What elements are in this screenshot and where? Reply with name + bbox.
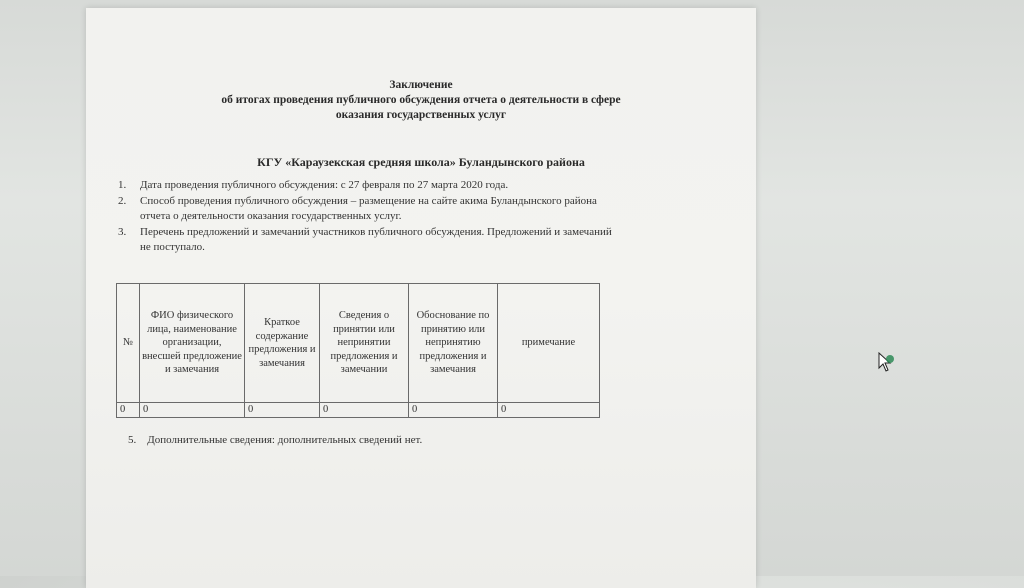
table-header-cell: Краткое содержание предложения и замечания: [245, 284, 320, 403]
table-header-cell: ФИО физического лица, наименование организации, внесшей предложение и замечания: [140, 284, 245, 403]
table-cell: 0: [320, 403, 409, 418]
table-header-cell: Сведения о принятии или непринятии предложения и замечании: [320, 284, 409, 403]
table-cell: 0: [498, 403, 600, 418]
table-header-row: [117, 284, 600, 403]
item5-number: 5.: [128, 434, 137, 446]
table-header-cell: №: [117, 284, 140, 403]
document-subtitle-line2: оказания государственных услуг: [335, 109, 507, 121]
item5-text: Дополнительные сведения: дополнительных сведений нет.: [147, 434, 423, 446]
organization-name: КГУ «Караузекская средняя школа» Буландынского района: [257, 155, 585, 169]
list-item: 3. Перечень предложений и замечаний участников публичного обсуждения. Предложений и замечаний не поступало.: [118, 225, 612, 253]
table-cell: 0: [409, 403, 498, 418]
proposals-table: [116, 283, 600, 418]
additional-info: [128, 434, 422, 446]
table-row: [117, 403, 600, 418]
list-item-text: Способ проведения публичного обсуждения – размещение на сайте акима Буландынского района отчета о деятельности оказания государственных услуг.: [140, 194, 597, 222]
table-header-cell: Обоснование по принятию или непринятию предложения и замечания: [409, 284, 498, 403]
numbered-list: [118, 178, 618, 256]
document-subtitle-line1: об итогах проведения публичного обсуждения отчета о деятельности в сфере: [221, 94, 621, 106]
table-header-cell: примечание: [498, 284, 600, 403]
table-cell: 0: [245, 403, 320, 418]
list-item: 1. Дата проведения публичного обсуждения: с 27 февраля по 27 марта 2020 года.: [118, 179, 509, 191]
document-title: Заключение: [389, 79, 453, 91]
mouse-cursor-icon: [878, 352, 894, 374]
table-cell: 0: [117, 403, 140, 418]
list-item: 2. Способ проведения публичного обсуждения – размещение на сайте акима Буландынского района отчета о деятельности оказания государственных услуг.: [118, 194, 597, 222]
list-item-text: Дата проведения публичного обсуждения: с 27 февраля по 27 марта 2020 года.: [140, 179, 509, 191]
list-item-text: Перечень предложений и замечаний участников публичного обсуждения. Предложений и замечаний не поступало.: [140, 225, 612, 253]
table-cell: 0: [140, 403, 245, 418]
